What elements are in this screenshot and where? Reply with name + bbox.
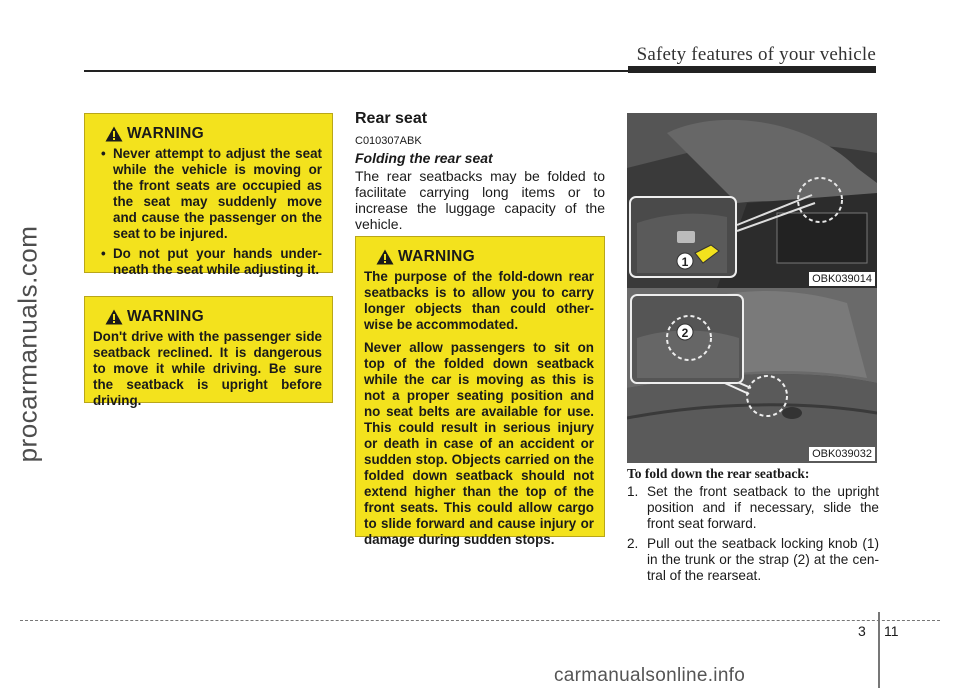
footer-separator: [878, 612, 880, 688]
warning-title: WARNING: [398, 248, 476, 265]
warning-paragraph: Never allow passengers to sit on top of the folded down seatback while the car is moving as this is not a proper seating position and no seat belts are available for use. This could result in serious injury or death in case of an accident or sudden stop. Objects carried on the folded down seatback should not extend higher than the top of the front seats. This could allow cargo to slide forward and cause injury or damage during sudden stops.: [364, 340, 594, 547]
warning-list: [95, 146, 322, 278]
warning-title: WARNING: [127, 308, 205, 325]
rear-seat-title: Rear seat: [355, 110, 428, 127]
rear-seat-strap-illustration: [627, 288, 877, 463]
rear-seat-body: The rear seatbacks may be folded to facilitate carrying long items or to increase the luggage capacity of the vehicle.: [355, 168, 605, 232]
image-caption: OBK039032: [809, 447, 875, 461]
footer-watermark: carmanualsonline.info: [554, 665, 746, 686]
section-header-title: Safety features of your vehicle: [636, 44, 876, 65]
procedure-steps: [627, 484, 879, 588]
warning-box-seat-adjust: [84, 113, 333, 277]
page-number: 11: [884, 623, 899, 639]
procedure-step: [627, 484, 879, 532]
callout-label: 2: [681, 326, 689, 340]
step-text: Set the front seatback to the upright position and if necessary, slide the front seat forward.: [647, 484, 879, 531]
warning-triangle-icon: [105, 126, 123, 142]
step-number: 2.: [627, 536, 639, 551]
warning-header: [105, 126, 322, 142]
rear-seat-image: [627, 288, 877, 463]
warning-item: • Do not put your hands under-neath the seat while adjusting it.: [95, 246, 322, 278]
warning-text: Don't drive with the passenger side seatback reclined. It is dangerous to move it while driving. Be sure the seatback is upright before driving.: [93, 329, 322, 408]
warning-header: [376, 249, 594, 265]
chapter-number: 3: [858, 623, 866, 639]
step-number: 1.: [627, 484, 639, 499]
warning-triangle-icon: [376, 249, 394, 265]
callout-label: 1: [681, 255, 689, 269]
warning-box-seatback-reclined: [84, 296, 333, 408]
trunk-knob-illustration: [627, 113, 877, 288]
procedure-title: To fold down the rear seatback:: [627, 466, 810, 481]
side-watermark: procarmanuals.com: [12, 225, 43, 463]
warning-box-fold-down: [355, 236, 605, 547]
footer-rule: [20, 620, 940, 621]
warning-paragraph: The purpose of the fold-down rear seatbacks is to allow you to carry longer objects than could other-wise be accommodated.: [364, 269, 594, 332]
section-code: C010307ABK: [355, 135, 422, 147]
procedure-step: [627, 536, 879, 584]
warning-title: WARNING: [127, 125, 205, 142]
trunk-image: [627, 113, 877, 288]
warning-header: [105, 309, 322, 325]
warning-item: • Never attempt to adjust the seat while the vehicle is moving or the front seats are occupied as the seat may suddenly move and cause the passenger on the seat to be injured.: [95, 146, 322, 242]
step-text: Pull out the seatback locking knob (1) in the trunk or the strap (2) at the cen-tral of the rearseat.: [647, 536, 879, 583]
header-tab-bar: [628, 66, 876, 73]
image-caption: OBK039014: [809, 272, 875, 286]
folding-subtitle: Folding the rear seat: [355, 150, 493, 166]
warning-triangle-icon: [105, 309, 123, 325]
